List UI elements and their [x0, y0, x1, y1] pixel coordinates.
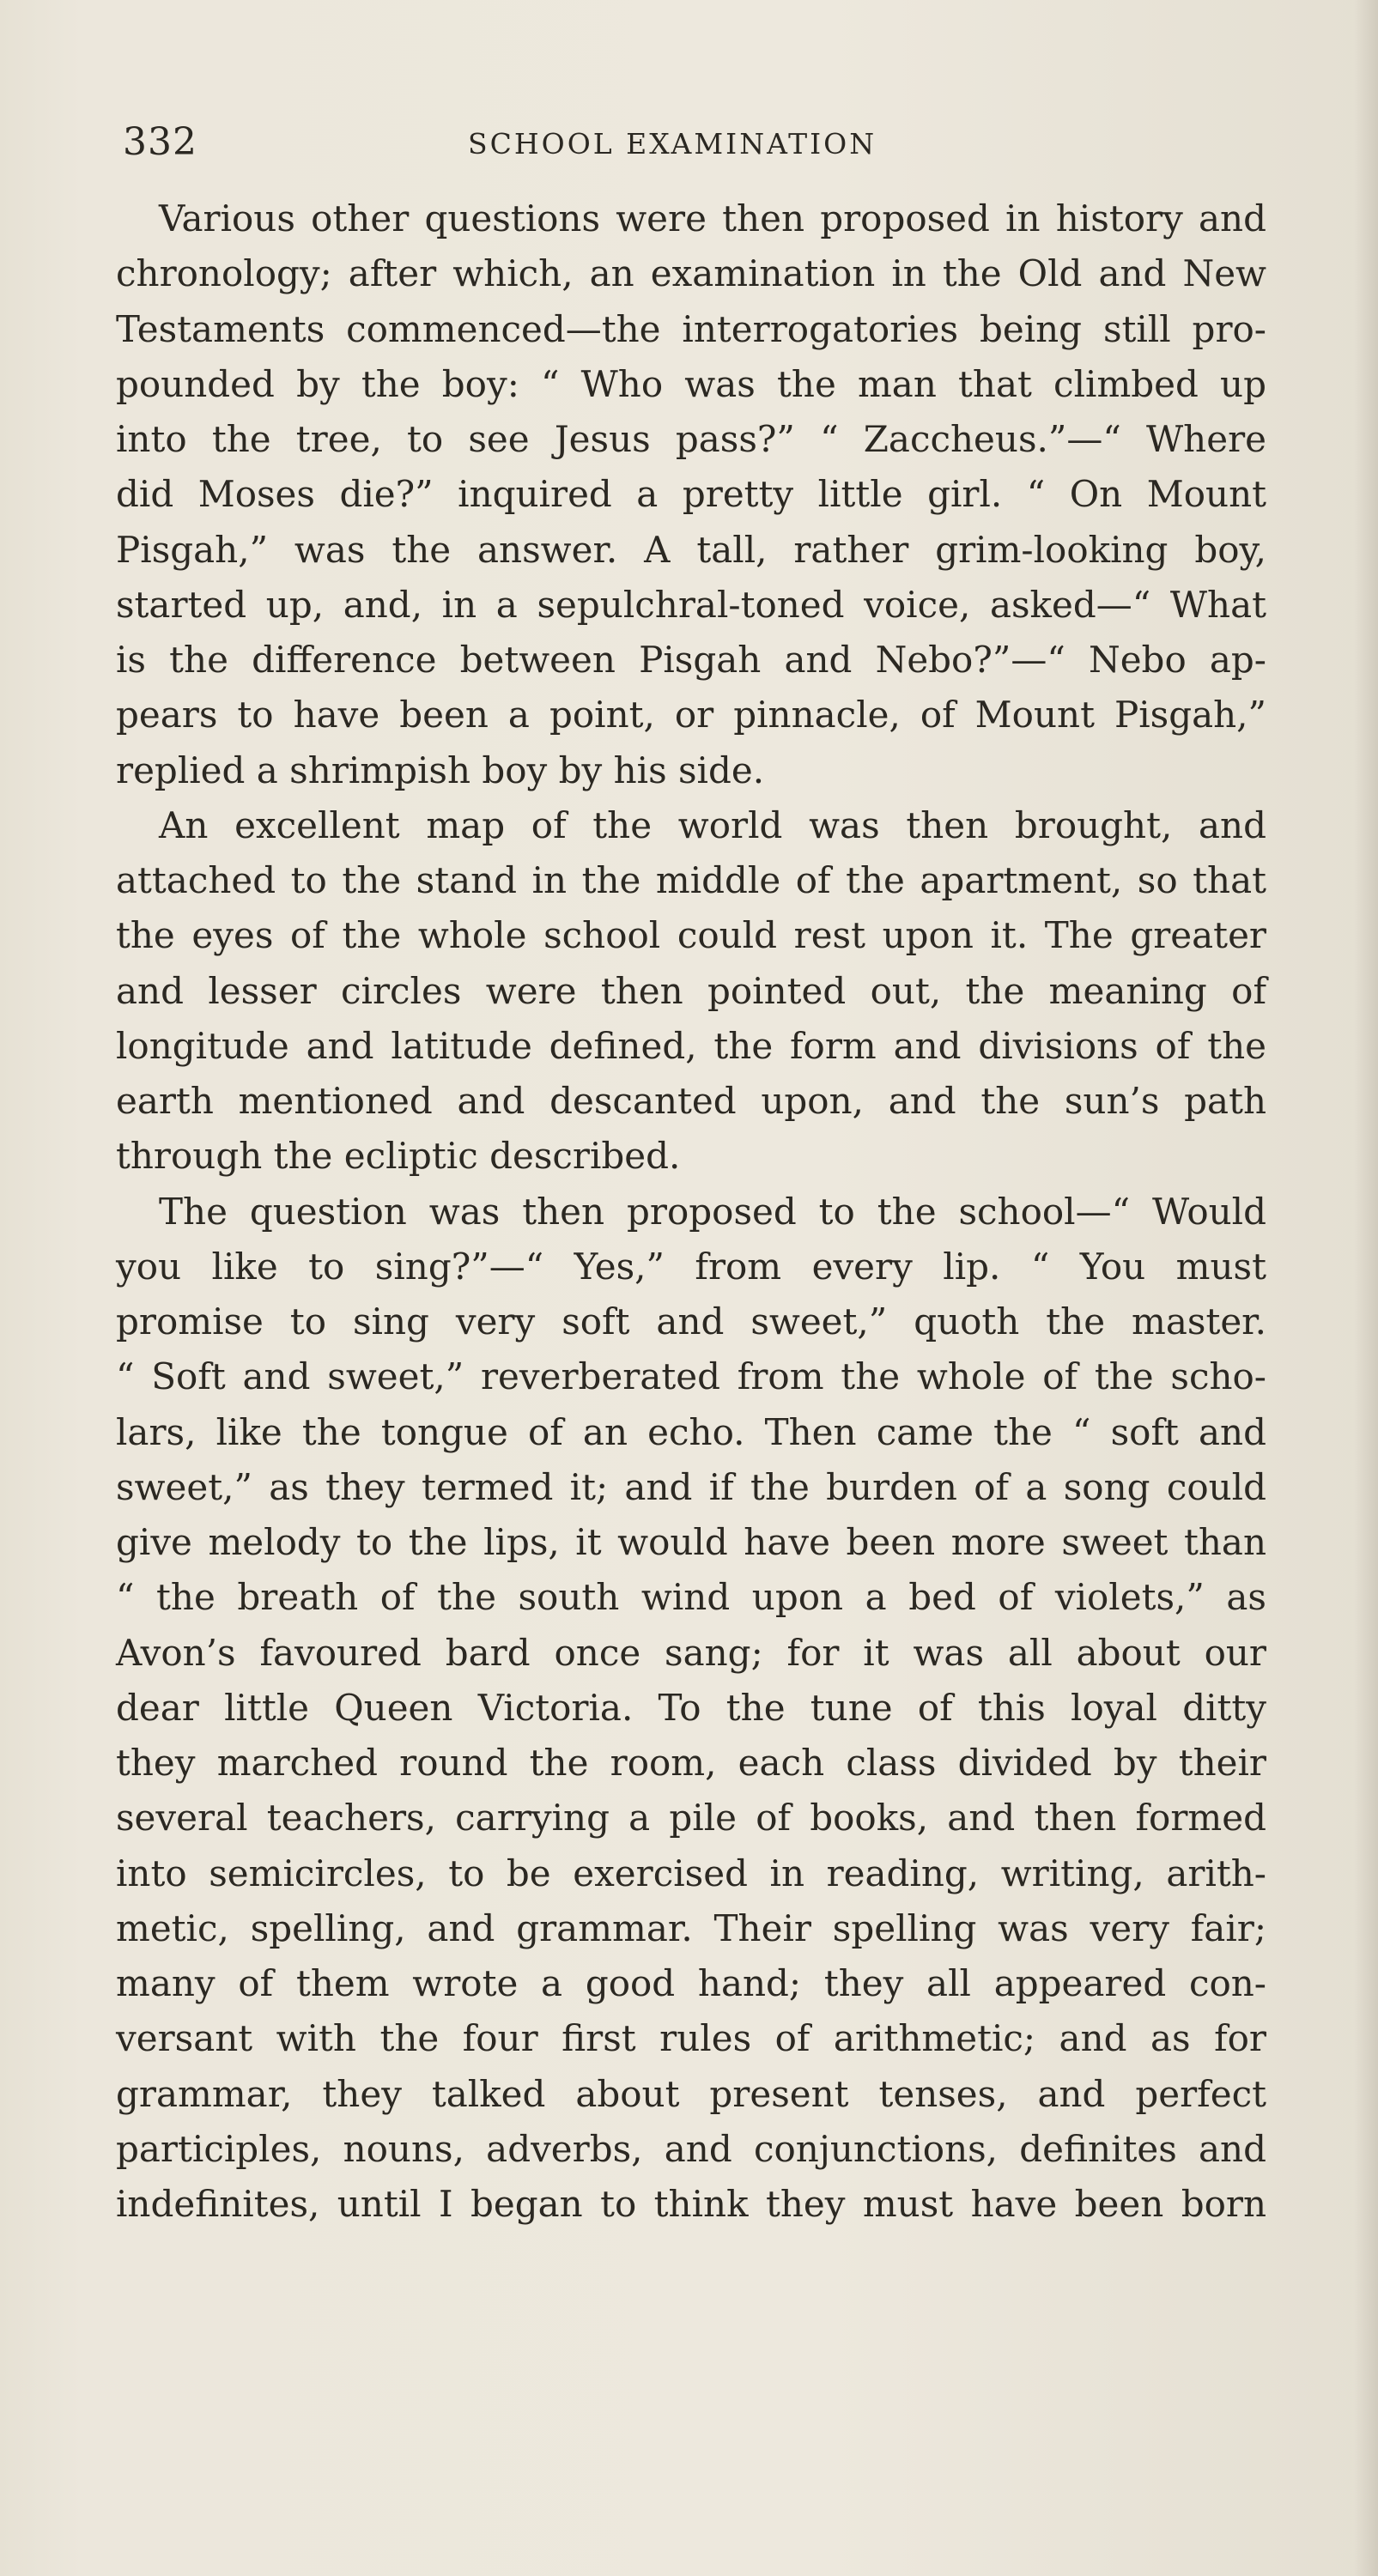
page-header: [123, 120, 1265, 180]
text-line: dear little Queen Victoria. To the tune of this loyal ditty: [116, 1686, 1266, 1729]
text-line: “ the breath of the south wind upon a bed of violets,” as: [116, 1576, 1266, 1619]
text-line: grammar, they talked about present tenses, and perfect: [116, 2072, 1266, 2115]
text-line: earth mentioned and descanted upon, and the sun’s path: [116, 1080, 1266, 1122]
text-line: Pisgah,” was the answer. A tall, rather grim-looking boy,: [116, 528, 1266, 571]
text-line: through the ecliptic described.: [116, 1135, 681, 1178]
text-line: is the difference between Pisgah and Nebo?”—“ Nebo ap-: [116, 639, 1266, 681]
text-line: into semicircles, to be exercised in reading, writing, arith-: [116, 1852, 1266, 1894]
text-line: lars, like the tongue of an echo. Then came the “ soft and: [116, 1410, 1266, 1453]
text-line: give melody to the lips, it would have been more sweet than: [116, 1521, 1266, 1563]
text-line: pears to have been a point, or pinnacle, of Mount Pisgah,”: [116, 694, 1266, 736]
text-line: several teachers, carrying a pile of books, and then formed: [116, 1797, 1266, 1840]
text-line: did Moses die?” inquired a pretty little girl. “ On Mount: [116, 473, 1266, 516]
text-line: Testaments commenced—the interrogatories being still pro-: [116, 307, 1266, 350]
text-line: the eyes of the whole school could rest upon it. The greater: [116, 914, 1266, 957]
text-line: many of them wrote a good hand; they all appeared con-: [116, 1962, 1266, 2004]
text-line: “ Soft and sweet,” reverberated from the whole of the scho-: [116, 1355, 1266, 1398]
page-edge-shadow: [1354, 0, 1378, 2576]
text-line: Various other questions were then proposed in history and: [159, 197, 1266, 239]
text-line: promise to sing very soft and sweet,” quoth the master.: [116, 1300, 1266, 1343]
text-line: participles, nouns, adverbs, and conjunctions, definites and: [116, 2127, 1266, 2170]
text-line: pounded by the boy: “ Who was the man that climbed up: [116, 362, 1266, 405]
text-line: and lesser circles were then pointed out, the meaning of: [116, 969, 1266, 1012]
text-line: sweet,” as they termed it; and if the burden of a song could: [116, 1465, 1266, 1508]
running-head: SCHOOL EXAMINATION: [468, 127, 877, 161]
text-line: longitude and latitude defined, the form and divisions of the: [116, 1024, 1266, 1067]
text-line: into the tree, to see Jesus pass?” “ Zaccheus.”—“ Where: [116, 418, 1266, 460]
text-line: The question was then proposed to the school—“ Would: [159, 1190, 1266, 1233]
text-line: attached to the stand in the middle of the apartment, so that: [116, 859, 1266, 901]
body-text: [116, 191, 1266, 2232]
text-line: chronology; after which, an examination in the Old and New: [116, 252, 1266, 295]
page-number: 332: [123, 120, 197, 164]
text-line: replied a shrimpish boy by his side.: [116, 749, 765, 791]
text-line: metic, spelling, and grammar. Their spelling was very fair;: [116, 1906, 1266, 1949]
text-line: Avon’s favoured bard once sang; for it was all about our: [116, 1631, 1266, 1674]
text-line: you like to sing?”—“ Yes,” from every lip. “ You must: [116, 1245, 1266, 1288]
text-line: An excellent map of the world was then brought, and: [159, 803, 1266, 846]
text-line: started up, and, in a sepulchral-toned voice, asked—“ What: [116, 583, 1266, 626]
text-line: they marched round the room, each class divided by their: [116, 1742, 1266, 1784]
text-line: indefinites, until I began to think they must have been born: [116, 2183, 1266, 2225]
text-line: versant with the four first rules of arithmetic; and as for: [116, 2017, 1266, 2060]
